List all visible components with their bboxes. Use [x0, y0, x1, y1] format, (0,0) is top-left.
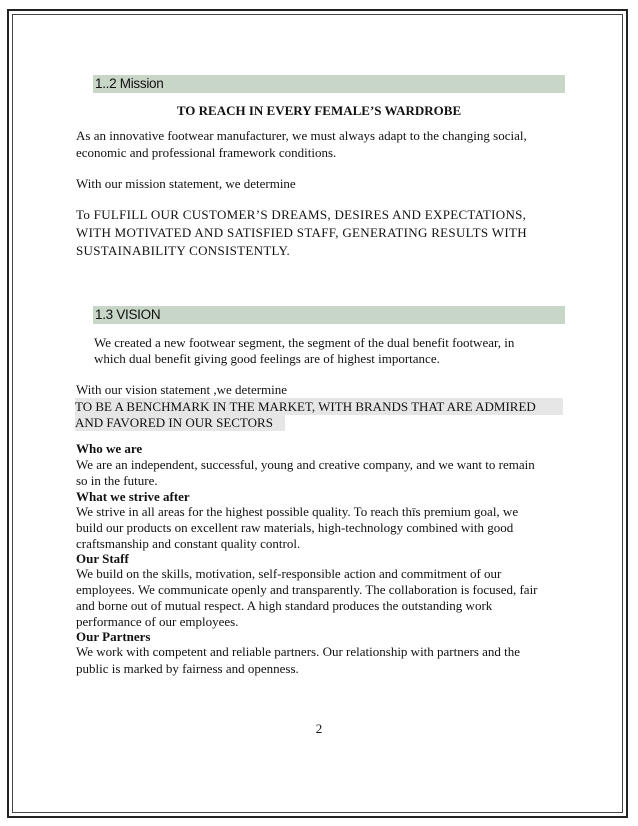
mission-paragraph-line: As an innovative footwear manufacturer, we must always adapt to the changing social,: [76, 128, 527, 143]
section-line: employees. We communicate openly and transparently. The collaboration is focused, fair: [76, 582, 538, 597]
vision-statement-line: TO BE A BENCHMARK IN THE MARKET, WITH BRANDS THAT ARE ADMIRED: [75, 398, 563, 415]
mission-intro: With our mission statement, we determine: [76, 176, 296, 191]
section-title-strive: What we strive after: [76, 489, 190, 504]
mission-paragraph-line: economic and professional framework conditions.: [76, 145, 337, 160]
page-number: 2: [315, 721, 323, 736]
section-line: so in the future.: [76, 473, 158, 488]
section-line: We strive in all areas for the highest possible quality. To reach thīs premium goal, we: [76, 504, 519, 519]
mission-statement-line: WITH MOTIVATED AND SATISFIED STAFF, GENERATING RESULTS WITH: [76, 225, 527, 240]
vision-heading: 1.3 VISION: [93, 306, 565, 324]
vision-intro: With our vision statement ,we determine: [76, 382, 288, 397]
section-title-partners: Our Partners: [76, 629, 151, 644]
vision-paragraph-line: We created a new footwear segment, the segment of the dual benefit footwear, in: [94, 335, 515, 350]
section-title-who-we-are: Who we are: [76, 441, 143, 456]
section-line: public is marked by fairness and openness.: [76, 661, 299, 676]
section-line: We are an independent, successful, young and creative company, and we want to remain: [76, 457, 535, 472]
section-line: We build on the skills, motivation, self-responsible action and commitment of our: [76, 566, 502, 581]
section-line: and borne out of mutual respect. A high standard produces the outstanding work: [76, 598, 493, 613]
section-line: We work with competent and reliable partners. Our relationship with partners and the: [76, 644, 521, 659]
vision-paragraph-line: which dual benefit giving good feelings are of highest importance.: [94, 351, 440, 366]
vision-statement-line: AND FAVORED IN OUR SECTORS: [75, 414, 285, 431]
mission-heading: 1..2 Mission: [93, 75, 565, 93]
section-line: build our products on excellent raw materials, high-technology combined with good: [76, 520, 514, 535]
mission-tagline: TO REACH IN EVERY FEMALE’S WARDROBE: [176, 103, 462, 118]
section-title-staff: Our Staff: [76, 551, 129, 566]
mission-statement-line: To FULFILL OUR CUSTOMER’S DREAMS, DESIRES AND EXPECTATIONS,: [76, 207, 527, 222]
section-line: performance of our employees.: [76, 614, 239, 629]
section-line: craftsmanship and constant quality control.: [76, 536, 301, 551]
mission-statement-line: SUSTAINABILITY CONSISTENTLY.: [76, 243, 291, 258]
